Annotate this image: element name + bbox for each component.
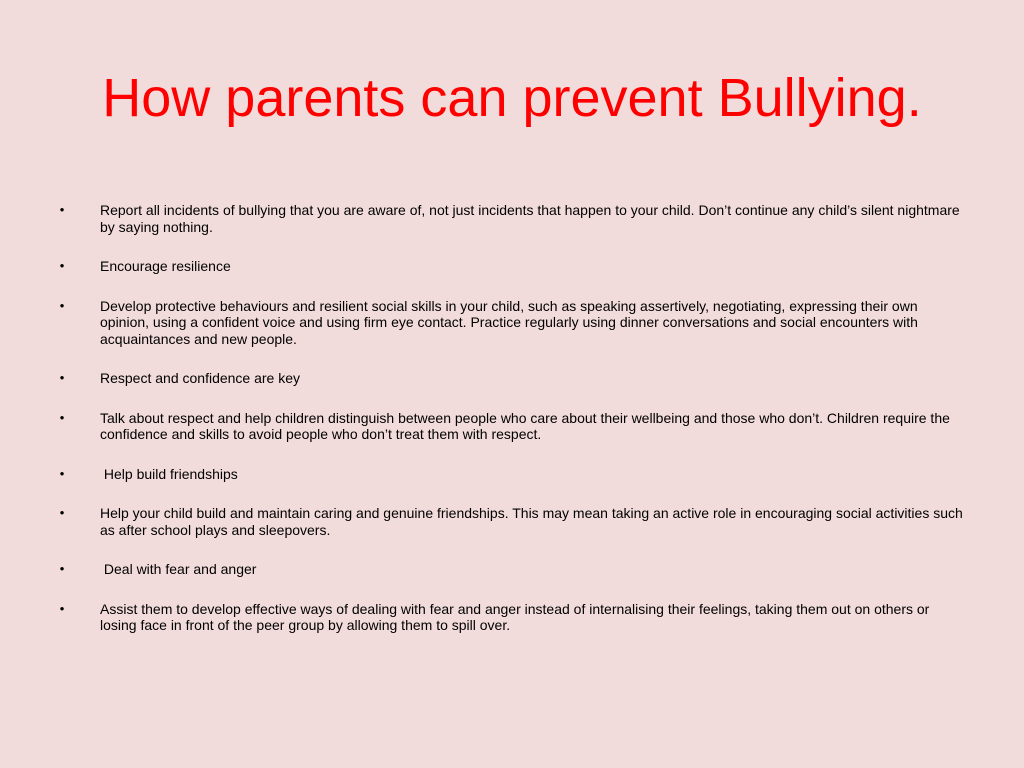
bullet-dot-icon: • [59,258,65,273]
bullet-item [56,298,966,348]
bullet-item [56,370,966,387]
bullet-text: Develop protective behaviours and resilient social skills in your child, such as speaking assertively, negotiating, expressing their own opinion, using a confident voice and using firm eye contact. Practice regularly using dinner conversations and social encounters with acquaintances and new people. [100,297,922,347]
bullet-text: Respect and confidence are key [100,370,301,386]
bullet-item [56,258,966,275]
bullet-dot-icon: • [59,409,65,425]
bullet-text: Help build friendships [100,465,238,482]
bullet-item [56,410,966,443]
bullet-list [56,202,966,657]
bullet-text: Assist them to develop effective ways of dealing with fear and anger instead of internalising their feelings, taking them out on others or losing face in front of the peer group by allowing them to spill over. [100,600,934,633]
bullet-dot-icon: • [59,297,65,313]
bullet-item [56,601,966,634]
bullet-dot-icon: • [59,561,65,576]
bullet-text: Report all incidents of bullying that you are aware of, not just incidents that happen to your child. Don’t continue any child’s silent nightmare by saying nothing. [100,202,964,235]
bullet-text: Deal with fear and anger [100,561,257,577]
bullet-item [56,202,966,235]
bullet-dot-icon: • [59,600,65,616]
bullet-dot-icon: • [59,505,65,520]
bullet-dot-icon: • [59,370,65,385]
bullet-text: Encourage resilience [100,258,231,274]
bullet-dot-icon: • [59,465,65,481]
bullet-dot-icon: • [59,202,65,217]
bullet-text: Talk about respect and help children distinguish between people who care about their wellbeing and those who don’t. Children require the confidence and skills to avoid people who don’t treat them with respect. [100,409,954,442]
bullet-item [56,561,966,578]
slide-title: How parents can prevent Bullying. [102,68,922,128]
bullet-item [56,505,966,538]
bullet-item [56,466,966,483]
bullet-text: Help your child build and maintain caring and genuine friendships. This may mean taking an active role in encouraging social activities such as after school plays and sleepovers. [100,505,967,538]
